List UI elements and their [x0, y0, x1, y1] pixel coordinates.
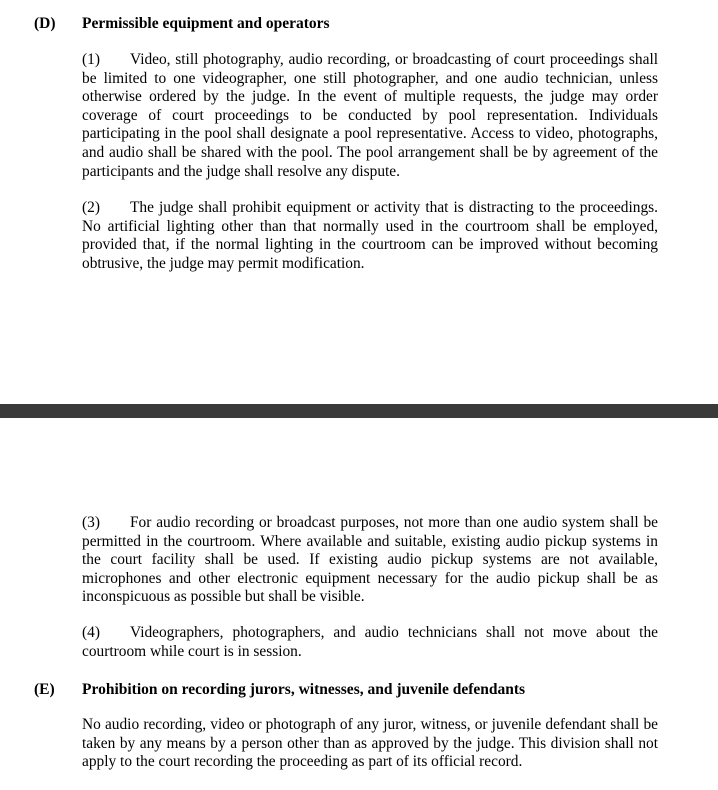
section-d-marker: (D) — [34, 15, 56, 32]
section-e-marker: (E) — [34, 681, 55, 698]
paragraph-d2 — [82, 199, 658, 273]
section-d-title: Permissible equipment and operators — [82, 15, 330, 32]
section-e-heading — [34, 680, 525, 699]
paragraph-d3-number: (3) — [82, 514, 100, 531]
paragraph-d3-text: For audio recording or broadcast purposes, not more than one audio system shall be permitted in the courtroom. Where available and suitable, existing audio pickup systems in the court facility shall be used. If existing audio pickup systems are not available, microphones and other electronic equipment necessary for the audio pickup shall be as inconspicuous as possible but shall be visible. — [82, 514, 658, 606]
page-bottom — [0, 418, 718, 790]
paragraph-e-text: No audio recording, video or photograph of any juror, witness, or juvenile defendant shall be taken by any means by a person other than as approved by the judge. This division shall not apply to the court recording the proceeding as part of its official record. — [82, 716, 658, 771]
paragraph-d1 — [82, 51, 658, 181]
paragraph-d1-text: Video, still photography, audio recording, or broadcasting of court proceedings shall be limited to one videographer, one still photographer, and one audio technician, unless otherwise ordered by the judge. In the event of multiple requests, the judge may order coverage of court proceedings to be conducted by pool representation. Individuals participating in the pool shall designate a pool representative. Access to video, photographs, and audio shall be shared with the pool. The pool arrangement shall be by agreement of the participants and the judge shall resolve any dispute. — [82, 51, 658, 180]
section-e-title: Prohibition on recording jurors, witnesses, and juvenile defendants — [82, 681, 526, 698]
paragraph-d2-number: (2) — [82, 199, 100, 216]
paragraph-d4-number: (4) — [82, 624, 100, 641]
page-separator — [0, 404, 718, 418]
section-d-heading — [34, 14, 330, 33]
paragraph-d3 — [82, 514, 658, 607]
paragraph-d4 — [82, 624, 658, 661]
paragraph-d2-text: The judge shall prohibit equipment or activity that is distracting to the proceedings. No artificial lighting other than that normally used in the courtroom shall be employed, provided that, if the normal lighting in the courtroom can be improved without becoming obtrusive, the judge may permit modification. — [82, 199, 658, 272]
paragraph-d4-text: Videographers, photographers, and audio technicians shall not move about the courtroom while court is in session. — [82, 624, 658, 660]
paragraph-d1-number: (1) — [82, 51, 100, 68]
paragraph-e — [82, 716, 658, 772]
